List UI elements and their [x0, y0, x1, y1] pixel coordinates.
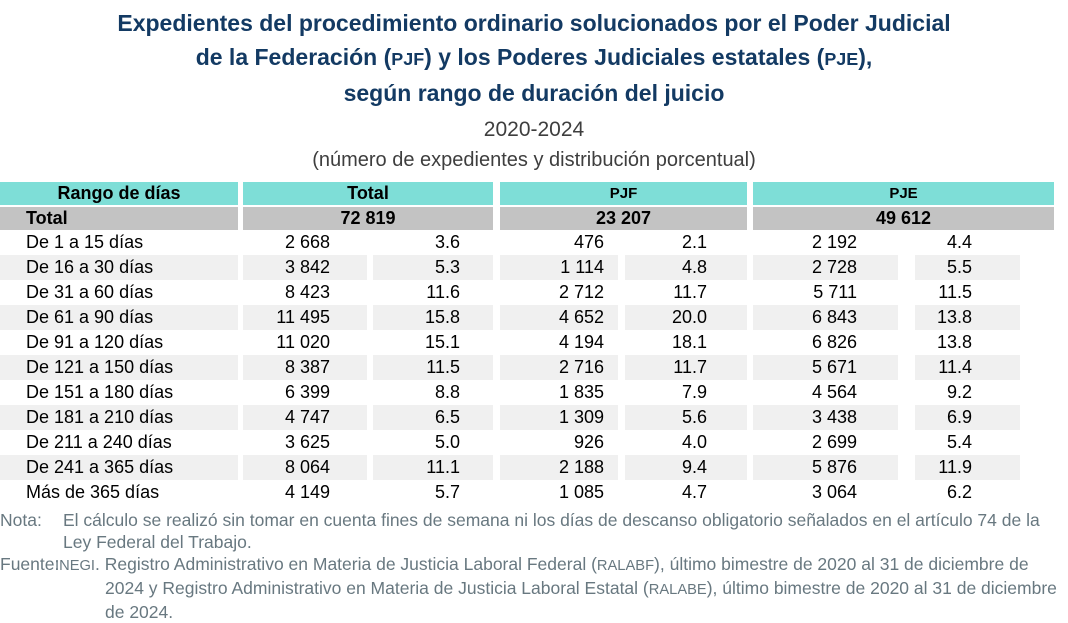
cell-total-n: 3 842	[243, 255, 367, 280]
column-header-range: Rango de días	[0, 182, 238, 205]
cell-pje-p: 6.2	[946, 482, 972, 502]
column-header-total: Total	[243, 182, 493, 205]
note-label: Nota:	[0, 510, 42, 530]
cell-pjf-n: 4 652	[500, 305, 618, 330]
cell-total-p: 15.1	[424, 332, 460, 352]
cell-label: De 181 a 210 días	[0, 405, 238, 430]
cell-pje-p: 9.2	[946, 382, 972, 402]
cell-total-p: 15.8	[373, 305, 493, 330]
cell-pjf-n: 926	[573, 432, 604, 452]
source-note: Fuente:INEGI. Registro Administrativo en Materia de Justicia Laboral Federal (RALABF), último bimestre de 2020 al 31 de diciembre de 2024 y Registro Administrativo en Materia de Justicia Laboral Estatal (RALABE), último bimestre de 2020 al 31 de diciembre de 2024.	[0, 554, 1057, 622]
cell-pjf-p: 2.1	[681, 232, 707, 252]
table-header-row	[0, 182, 1054, 205]
acronym-pje: PJE	[824, 49, 859, 69]
cell-pjf-p: 9.4	[625, 455, 747, 480]
period-subtitle: 2020-2024	[483, 118, 585, 141]
cell-pjf-p: 5.6	[625, 405, 747, 430]
cell-pje-n: 2 192	[811, 232, 857, 252]
cell-pje-n: 6 843	[753, 305, 898, 330]
acronym-ralabf: RALABF	[596, 558, 655, 574]
title-line-1: Expedientes del procedimiento ordinario solucionados por el Poder Judicial	[117, 10, 951, 36]
cell-label: De 31 a 60 días	[26, 282, 154, 302]
note	[0, 509, 1062, 553]
cell-pjf-n: 1 085	[558, 482, 604, 502]
cell-total-n: 8 064	[243, 455, 367, 480]
cell-pje-n: 5 711	[813, 282, 857, 302]
cell-pje-p: 5.4	[946, 432, 972, 452]
cell-label: De 1 a 15 días	[26, 232, 144, 252]
cell-total-p: 6.5	[373, 405, 493, 430]
cell-total-n: 2 668	[284, 232, 330, 252]
units-subtitle: (número de expedientes y distribución porcentual)	[312, 149, 756, 171]
source-label: Fuente:	[0, 554, 60, 574]
cell-label: De 241 a 365 días	[0, 455, 238, 480]
cell-pje-p: 13.8	[915, 305, 1020, 330]
total-row-total-value: 72 819	[243, 207, 493, 230]
cell-pjf-n: 2 712	[558, 282, 604, 302]
cell-total-p: 5.0	[434, 432, 460, 452]
title-line-3: según rango de duración del juicio	[343, 80, 725, 106]
statistical-table-page	[0, 6, 1068, 622]
acronym-ralabe: RALABE	[648, 582, 707, 598]
cell-pje-n: 4 564	[811, 382, 857, 402]
title-line-2: de la Federación (PJF) y los Poderes Judiciales estatales (PJE),	[195, 44, 873, 70]
total-row-pjf-value: 23 207	[500, 207, 747, 230]
notes-section	[0, 509, 1062, 623]
cell-total-n: 3 625	[284, 432, 330, 452]
table-row	[0, 455, 1054, 480]
table-row	[0, 330, 1054, 355]
cell-pje-p: 6.9	[915, 405, 1020, 430]
cell-pjf-n: 1 309	[500, 405, 618, 430]
cell-pjf-n: 1 835	[558, 382, 604, 402]
cell-total-p: 8.8	[434, 382, 460, 402]
cell-label: De 121 a 150 días	[0, 355, 238, 380]
table-row	[0, 380, 1054, 405]
cell-pjf-n: 2 716	[500, 355, 618, 380]
cell-pjf-p: 11.7	[625, 355, 747, 380]
cell-label: De 91 a 120 días	[26, 332, 164, 352]
cell-total-p: 11.5	[373, 355, 493, 380]
cell-total-n: 11 495	[243, 305, 367, 330]
cell-label: De 61 a 90 días	[0, 305, 238, 330]
cell-pje-p: 11.9	[915, 455, 1020, 480]
table-row	[0, 480, 1054, 505]
cell-total-n: 4 149	[284, 482, 330, 502]
cell-pjf-p: 7.9	[681, 382, 707, 402]
cell-total-p: 11.1	[373, 455, 493, 480]
cell-total-p: 11.6	[426, 282, 460, 302]
cell-pje-p: 11.4	[915, 355, 1020, 380]
cell-pjf-p: 4.0	[681, 432, 707, 452]
cell-total-n: 11 020	[276, 332, 330, 352]
page-title	[0, 6, 1068, 110]
cell-pje-n: 5 876	[753, 455, 898, 480]
cell-pjf-p: 11.7	[673, 282, 707, 302]
cell-label: De 16 a 30 días	[0, 255, 238, 280]
cell-pje-n: 6 826	[811, 332, 857, 352]
cell-pjf-p: 20.0	[625, 305, 747, 330]
cell-pje-n: 3 064	[811, 482, 857, 502]
cell-total-p: 5.3	[373, 255, 493, 280]
cell-pjf-p: 4.7	[681, 482, 707, 502]
column-header-pjf: PJF	[500, 182, 747, 205]
table-row	[0, 305, 1054, 330]
cell-label: De 211 a 240 días	[26, 432, 172, 452]
cell-pje-n: 2 699	[811, 432, 857, 452]
table-row	[0, 355, 1054, 380]
cell-pje-n: 2 728	[753, 255, 898, 280]
table-row	[0, 430, 1054, 455]
cell-total-p: 5.7	[434, 482, 460, 502]
cell-pjf-n: 476	[573, 232, 604, 252]
column-header-pje: PJE	[753, 182, 1054, 205]
cell-total-n: 4 747	[243, 405, 367, 430]
table-row	[0, 230, 1054, 255]
cell-pje-n: 3 438	[753, 405, 898, 430]
cell-total-p: 3.6	[434, 232, 460, 252]
cell-pje-p: 11.5	[938, 282, 972, 302]
table-row	[0, 405, 1054, 430]
total-row-label: Total	[0, 207, 238, 230]
cell-pje-p: 4.4	[946, 232, 972, 252]
cell-pje-p: 13.8	[936, 332, 972, 352]
cell-pjf-p: 18.1	[671, 332, 707, 352]
acronym-pjf: PJF	[391, 49, 425, 69]
note-text: El cálculo se realizó sin tomar en cuenta fines de semana ni los días de descanso obligatorio señalados en el artículo 74 de la Ley Federal del Trabajo.	[63, 510, 1040, 552]
cell-pje-n: 5 671	[753, 355, 898, 380]
table-row	[0, 255, 1054, 280]
acronym-inegi: INEGI	[55, 558, 95, 574]
data-table	[0, 182, 1054, 505]
cell-pjf-n: 4 194	[558, 332, 604, 352]
total-row-pje-value: 49 612	[753, 207, 1054, 230]
cell-label: Más de 365 días	[26, 482, 160, 502]
cell-total-n: 6 399	[284, 382, 330, 402]
cell-total-n: 8 387	[243, 355, 367, 380]
cell-label: De 151 a 180 días	[26, 382, 174, 402]
cell-total-n: 8 423	[284, 282, 330, 302]
cell-pjf-n: 2 188	[500, 455, 618, 480]
table-total-row	[0, 207, 1054, 230]
cell-pjf-p: 4.8	[625, 255, 747, 280]
cell-pjf-n: 1 114	[500, 255, 618, 280]
table-body	[0, 230, 1054, 505]
cell-pje-p: 5.5	[915, 255, 1020, 280]
table-row	[0, 280, 1054, 305]
